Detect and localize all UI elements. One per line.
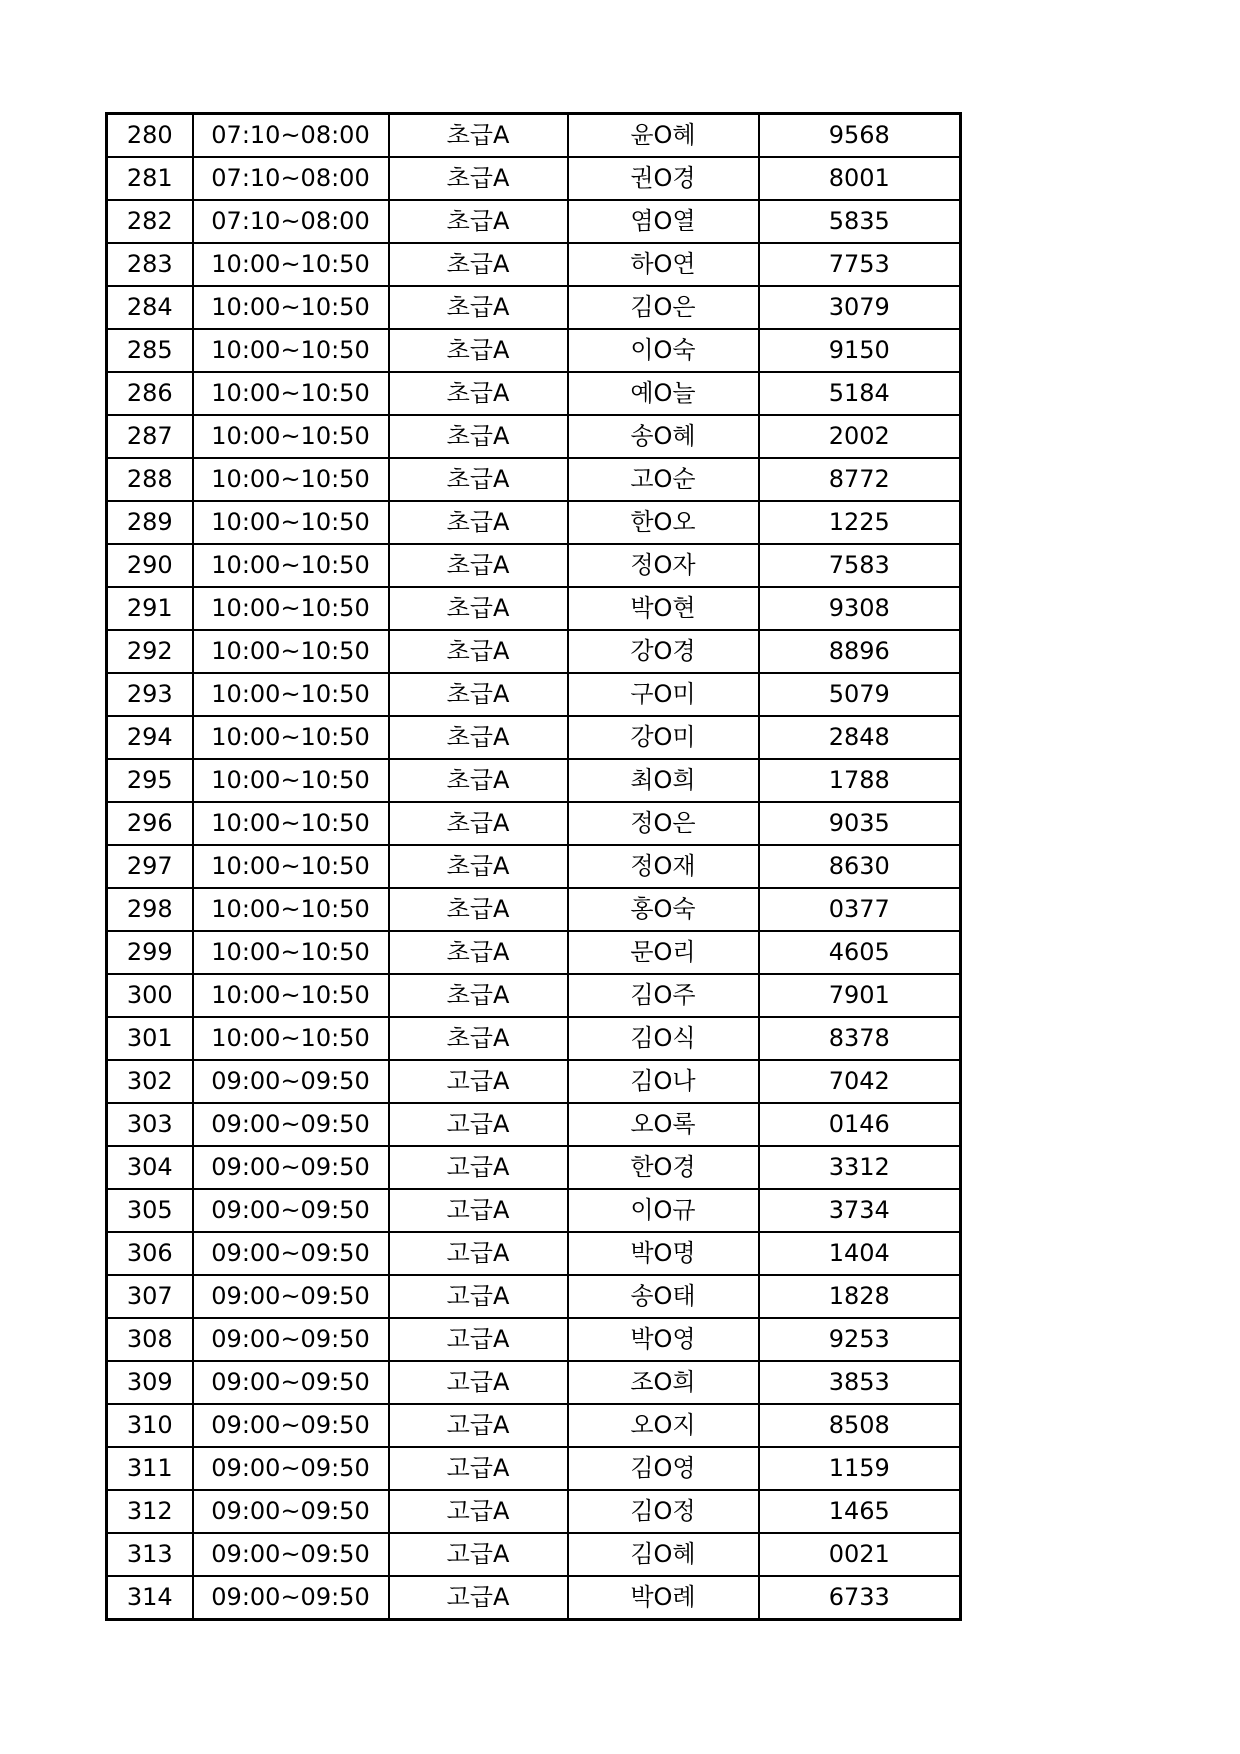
table-row bbox=[107, 931, 961, 974]
table-row bbox=[107, 415, 961, 458]
cell-code: 8896 bbox=[759, 630, 961, 673]
cell-code: 3853 bbox=[759, 1361, 961, 1404]
cell-code: 8772 bbox=[759, 458, 961, 501]
table-row bbox=[107, 286, 961, 329]
table-row bbox=[107, 1447, 961, 1490]
cell-name: 박O례 bbox=[568, 1576, 759, 1620]
cell-code: 7901 bbox=[759, 974, 961, 1017]
cell-level: 초급A bbox=[389, 243, 568, 286]
cell-number: 284 bbox=[107, 286, 193, 329]
cell-name: 강O경 bbox=[568, 630, 759, 673]
cell-level: 고급A bbox=[389, 1533, 568, 1576]
cell-level: 초급A bbox=[389, 372, 568, 415]
table-row bbox=[107, 501, 961, 544]
cell-time: 10:00~10:50 bbox=[193, 243, 389, 286]
cell-code: 3312 bbox=[759, 1146, 961, 1189]
table-row bbox=[107, 157, 961, 200]
cell-level: 초급A bbox=[389, 200, 568, 243]
table-row bbox=[107, 888, 961, 931]
cell-name: 예O늘 bbox=[568, 372, 759, 415]
cell-level: 고급A bbox=[389, 1060, 568, 1103]
cell-name: 한O오 bbox=[568, 501, 759, 544]
cell-code: 4605 bbox=[759, 931, 961, 974]
cell-time: 10:00~10:50 bbox=[193, 974, 389, 1017]
cell-code: 9568 bbox=[759, 114, 961, 158]
cell-code: 0377 bbox=[759, 888, 961, 931]
cell-level: 고급A bbox=[389, 1232, 568, 1275]
cell-number: 306 bbox=[107, 1232, 193, 1275]
cell-name: 김O영 bbox=[568, 1447, 759, 1490]
table-row bbox=[107, 1189, 961, 1232]
cell-level: 초급A bbox=[389, 931, 568, 974]
cell-level: 고급A bbox=[389, 1404, 568, 1447]
cell-name: 정O재 bbox=[568, 845, 759, 888]
table-row bbox=[107, 759, 961, 802]
cell-code: 2002 bbox=[759, 415, 961, 458]
cell-level: 초급A bbox=[389, 673, 568, 716]
cell-number: 314 bbox=[107, 1576, 193, 1620]
cell-time: 10:00~10:50 bbox=[193, 286, 389, 329]
cell-code: 3734 bbox=[759, 1189, 961, 1232]
cell-code: 1828 bbox=[759, 1275, 961, 1318]
cell-time: 09:00~09:50 bbox=[193, 1146, 389, 1189]
cell-level: 초급A bbox=[389, 630, 568, 673]
table-row bbox=[107, 1275, 961, 1318]
cell-code: 9150 bbox=[759, 329, 961, 372]
cell-time: 09:00~09:50 bbox=[193, 1361, 389, 1404]
cell-time: 09:00~09:50 bbox=[193, 1232, 389, 1275]
cell-level: 고급A bbox=[389, 1318, 568, 1361]
cell-number: 285 bbox=[107, 329, 193, 372]
cell-name: 고O순 bbox=[568, 458, 759, 501]
cell-code: 0021 bbox=[759, 1533, 961, 1576]
cell-code: 5184 bbox=[759, 372, 961, 415]
cell-number: 288 bbox=[107, 458, 193, 501]
table-row bbox=[107, 372, 961, 415]
cell-code: 8001 bbox=[759, 157, 961, 200]
cell-time: 09:00~09:50 bbox=[193, 1576, 389, 1620]
cell-level: 초급A bbox=[389, 802, 568, 845]
cell-number: 312 bbox=[107, 1490, 193, 1533]
cell-name: 한O경 bbox=[568, 1146, 759, 1189]
table-row bbox=[107, 802, 961, 845]
cell-name: 김O주 bbox=[568, 974, 759, 1017]
cell-number: 297 bbox=[107, 845, 193, 888]
cell-number: 311 bbox=[107, 1447, 193, 1490]
cell-time: 07:10~08:00 bbox=[193, 157, 389, 200]
cell-time: 09:00~09:50 bbox=[193, 1490, 389, 1533]
cell-number: 301 bbox=[107, 1017, 193, 1060]
cell-time: 10:00~10:50 bbox=[193, 888, 389, 931]
cell-code: 8630 bbox=[759, 845, 961, 888]
cell-number: 308 bbox=[107, 1318, 193, 1361]
cell-level: 초급A bbox=[389, 458, 568, 501]
cell-time: 10:00~10:50 bbox=[193, 329, 389, 372]
cell-time: 10:00~10:50 bbox=[193, 716, 389, 759]
cell-name: 김O나 bbox=[568, 1060, 759, 1103]
cell-level: 초급A bbox=[389, 759, 568, 802]
cell-number: 304 bbox=[107, 1146, 193, 1189]
cell-level: 초급A bbox=[389, 157, 568, 200]
cell-code: 7583 bbox=[759, 544, 961, 587]
cell-level: 초급A bbox=[389, 544, 568, 587]
table-row bbox=[107, 200, 961, 243]
cell-number: 313 bbox=[107, 1533, 193, 1576]
cell-number: 280 bbox=[107, 114, 193, 158]
cell-code: 8508 bbox=[759, 1404, 961, 1447]
table-row bbox=[107, 1361, 961, 1404]
cell-code: 0146 bbox=[759, 1103, 961, 1146]
cell-name: 정O은 bbox=[568, 802, 759, 845]
cell-time: 10:00~10:50 bbox=[193, 1017, 389, 1060]
cell-name: 하O연 bbox=[568, 243, 759, 286]
cell-number: 305 bbox=[107, 1189, 193, 1232]
cell-level: 고급A bbox=[389, 1361, 568, 1404]
cell-code: 1788 bbox=[759, 759, 961, 802]
table-row bbox=[107, 587, 961, 630]
cell-name: 염O열 bbox=[568, 200, 759, 243]
cell-level: 고급A bbox=[389, 1103, 568, 1146]
cell-time: 10:00~10:50 bbox=[193, 544, 389, 587]
cell-time: 09:00~09:50 bbox=[193, 1318, 389, 1361]
cell-code: 1159 bbox=[759, 1447, 961, 1490]
cell-code: 6733 bbox=[759, 1576, 961, 1620]
cell-name: 강O미 bbox=[568, 716, 759, 759]
cell-level: 고급A bbox=[389, 1576, 568, 1620]
cell-number: 295 bbox=[107, 759, 193, 802]
cell-level: 초급A bbox=[389, 587, 568, 630]
cell-code: 5835 bbox=[759, 200, 961, 243]
table-row bbox=[107, 329, 961, 372]
cell-code: 1465 bbox=[759, 1490, 961, 1533]
cell-number: 300 bbox=[107, 974, 193, 1017]
table-row bbox=[107, 845, 961, 888]
cell-number: 310 bbox=[107, 1404, 193, 1447]
cell-number: 292 bbox=[107, 630, 193, 673]
table-body bbox=[107, 114, 961, 1620]
cell-level: 고급A bbox=[389, 1447, 568, 1490]
cell-name: 김O혜 bbox=[568, 1533, 759, 1576]
cell-code: 9253 bbox=[759, 1318, 961, 1361]
cell-number: 303 bbox=[107, 1103, 193, 1146]
cell-code: 1404 bbox=[759, 1232, 961, 1275]
cell-code: 7753 bbox=[759, 243, 961, 286]
cell-time: 09:00~09:50 bbox=[193, 1447, 389, 1490]
cell-level: 초급A bbox=[389, 716, 568, 759]
cell-time: 09:00~09:50 bbox=[193, 1060, 389, 1103]
cell-level: 고급A bbox=[389, 1146, 568, 1189]
schedule-table bbox=[105, 112, 962, 1621]
cell-number: 291 bbox=[107, 587, 193, 630]
cell-number: 287 bbox=[107, 415, 193, 458]
cell-time: 10:00~10:50 bbox=[193, 587, 389, 630]
cell-name: 박O영 bbox=[568, 1318, 759, 1361]
cell-name: 김O정 bbox=[568, 1490, 759, 1533]
cell-time: 07:10~08:00 bbox=[193, 200, 389, 243]
cell-name: 이O규 bbox=[568, 1189, 759, 1232]
cell-number: 286 bbox=[107, 372, 193, 415]
cell-level: 초급A bbox=[389, 1017, 568, 1060]
cell-time: 10:00~10:50 bbox=[193, 931, 389, 974]
cell-name: 송O혜 bbox=[568, 415, 759, 458]
table-row bbox=[107, 1576, 961, 1620]
table-row bbox=[107, 1490, 961, 1533]
cell-number: 309 bbox=[107, 1361, 193, 1404]
cell-level: 초급A bbox=[389, 501, 568, 544]
cell-code: 7042 bbox=[759, 1060, 961, 1103]
cell-number: 296 bbox=[107, 802, 193, 845]
table-row bbox=[107, 1533, 961, 1576]
cell-code: 2848 bbox=[759, 716, 961, 759]
cell-code: 9035 bbox=[759, 802, 961, 845]
cell-code: 9308 bbox=[759, 587, 961, 630]
table-row bbox=[107, 1318, 961, 1361]
cell-name: 오O록 bbox=[568, 1103, 759, 1146]
cell-code: 1225 bbox=[759, 501, 961, 544]
cell-name: 오O지 bbox=[568, 1404, 759, 1447]
cell-name: 송O태 bbox=[568, 1275, 759, 1318]
table-row bbox=[107, 243, 961, 286]
cell-code: 8378 bbox=[759, 1017, 961, 1060]
cell-number: 299 bbox=[107, 931, 193, 974]
cell-time: 10:00~10:50 bbox=[193, 501, 389, 544]
cell-name: 정O자 bbox=[568, 544, 759, 587]
table-row bbox=[107, 1404, 961, 1447]
cell-time: 10:00~10:50 bbox=[193, 372, 389, 415]
cell-name: 이O숙 bbox=[568, 329, 759, 372]
cell-number: 283 bbox=[107, 243, 193, 286]
cell-time: 09:00~09:50 bbox=[193, 1404, 389, 1447]
cell-name: 구O미 bbox=[568, 673, 759, 716]
cell-code: 3079 bbox=[759, 286, 961, 329]
cell-time: 09:00~09:50 bbox=[193, 1103, 389, 1146]
cell-level: 고급A bbox=[389, 1275, 568, 1318]
cell-number: 302 bbox=[107, 1060, 193, 1103]
table-row bbox=[107, 458, 961, 501]
cell-name: 문O리 bbox=[568, 931, 759, 974]
cell-name: 김O식 bbox=[568, 1017, 759, 1060]
cell-number: 294 bbox=[107, 716, 193, 759]
cell-time: 10:00~10:50 bbox=[193, 458, 389, 501]
table-row bbox=[107, 1060, 961, 1103]
cell-time: 07:10~08:00 bbox=[193, 114, 389, 158]
cell-time: 10:00~10:50 bbox=[193, 673, 389, 716]
table-row bbox=[107, 630, 961, 673]
table-row bbox=[107, 673, 961, 716]
cell-time: 10:00~10:50 bbox=[193, 630, 389, 673]
cell-level: 초급A bbox=[389, 974, 568, 1017]
cell-number: 307 bbox=[107, 1275, 193, 1318]
cell-time: 10:00~10:50 bbox=[193, 802, 389, 845]
table-row bbox=[107, 974, 961, 1017]
table-row bbox=[107, 1017, 961, 1060]
cell-name: 박O현 bbox=[568, 587, 759, 630]
cell-number: 298 bbox=[107, 888, 193, 931]
cell-level: 고급A bbox=[389, 1490, 568, 1533]
cell-name: 조O희 bbox=[568, 1361, 759, 1404]
cell-name: 최O희 bbox=[568, 759, 759, 802]
cell-time: 09:00~09:50 bbox=[193, 1275, 389, 1318]
table-row bbox=[107, 1146, 961, 1189]
cell-name: 홍O숙 bbox=[568, 888, 759, 931]
cell-time: 09:00~09:50 bbox=[193, 1533, 389, 1576]
cell-time: 10:00~10:50 bbox=[193, 845, 389, 888]
cell-name: 김O은 bbox=[568, 286, 759, 329]
cell-name: 박O명 bbox=[568, 1232, 759, 1275]
cell-time: 10:00~10:50 bbox=[193, 759, 389, 802]
cell-name: 윤O혜 bbox=[568, 114, 759, 158]
cell-level: 초급A bbox=[389, 286, 568, 329]
cell-level: 초급A bbox=[389, 114, 568, 158]
cell-number: 282 bbox=[107, 200, 193, 243]
table-row bbox=[107, 1232, 961, 1275]
cell-code: 5079 bbox=[759, 673, 961, 716]
table-row bbox=[107, 716, 961, 759]
cell-number: 293 bbox=[107, 673, 193, 716]
cell-level: 초급A bbox=[389, 888, 568, 931]
cell-level: 초급A bbox=[389, 329, 568, 372]
table-row bbox=[107, 544, 961, 587]
cell-level: 고급A bbox=[389, 1189, 568, 1232]
cell-level: 초급A bbox=[389, 845, 568, 888]
table-row bbox=[107, 1103, 961, 1146]
cell-level: 초급A bbox=[389, 415, 568, 458]
cell-name: 권O경 bbox=[568, 157, 759, 200]
cell-number: 281 bbox=[107, 157, 193, 200]
cell-time: 09:00~09:50 bbox=[193, 1189, 389, 1232]
cell-time: 10:00~10:50 bbox=[193, 415, 389, 458]
cell-number: 290 bbox=[107, 544, 193, 587]
cell-number: 289 bbox=[107, 501, 193, 544]
table-row bbox=[107, 114, 961, 158]
